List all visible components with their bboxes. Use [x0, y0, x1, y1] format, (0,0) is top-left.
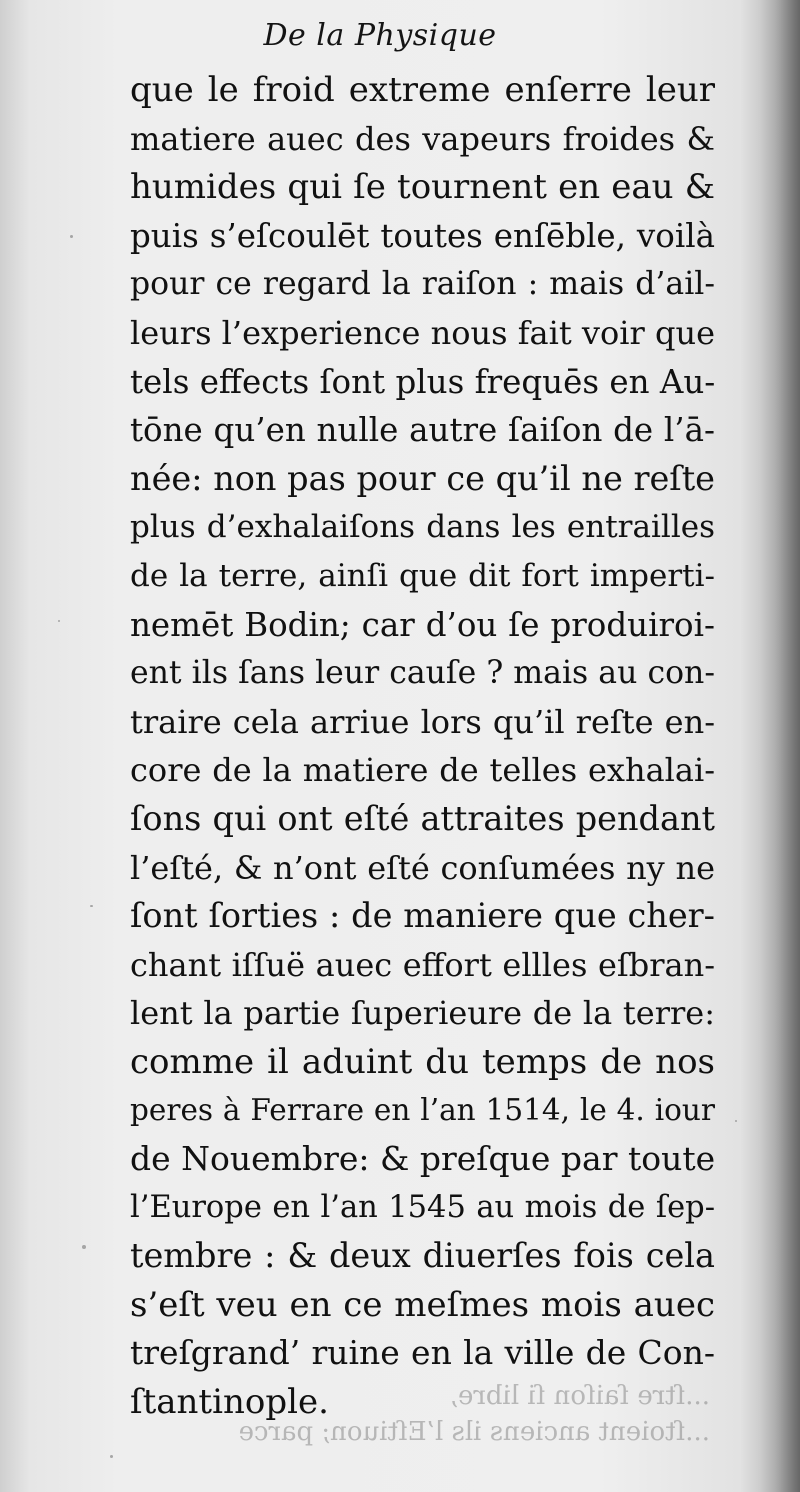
text-line: ſtantinople. — [130, 1382, 329, 1423]
text-line: humides qui ſe tournent en eau & — [130, 167, 715, 208]
text-line: lent la partie ſuperieure de la terre: — [130, 994, 715, 1033]
paper-speck — [70, 235, 73, 238]
text-line: tembre : & deux diuerſes fois cela — [130, 1236, 715, 1276]
bleed-through-line: ...ſtoient anciens ils l’Eſtiuon; parce — [238, 1417, 710, 1447]
text-line: pour ce regard la raiſon : mais d’ail- — [130, 266, 715, 303]
text-line: peres à Ferrare en l’an 1514, le 4. iour — [130, 1093, 715, 1128]
text-line: tels effects ſont plus frequēs en Au- — [130, 362, 716, 401]
running-head: De la Physique — [263, 18, 497, 53]
body-text — [130, 66, 715, 1427]
text-line: s’eſt veu en ce meſmes mois auec — [130, 1284, 715, 1325]
text-line: treſgrand’ ruine en la ville de Con- — [130, 1333, 715, 1373]
text-line: née: non pas pour ce qu’il ne reſte — [130, 458, 715, 498]
text-line: leurs l’experience nous fait voir que — [130, 313, 715, 352]
text-line: matiere auec des vapeurs froides & — [130, 119, 715, 158]
text-line: puis s’eſcoulēt toutes enſēble, voilà — [130, 216, 715, 255]
bleed-through-line: ...ſtre ſaiſon ſi libre, — [449, 1381, 710, 1411]
text-line: plus d’exhalaiſons dans les entrailles — [130, 509, 715, 546]
bleed-through-text — [238, 1378, 710, 1450]
text-line: core de la matiere de telles exhalai- — [130, 751, 715, 790]
text-line: comme il aduint du temps de nos — [130, 1041, 715, 1082]
paper-speck — [82, 1245, 86, 1249]
text-line: l’Europe en l’an 1545 au mois de ſep- — [130, 1189, 715, 1225]
text-line: l’eſté, & n’ont eſté conſumées ny ne — [130, 848, 715, 887]
paper-speck — [90, 905, 93, 907]
paper-speck — [735, 1120, 737, 1122]
text-line: que le froid extreme enſerre leur — [130, 70, 715, 110]
text-line: ſons qui ont eſté attraites pendant — [130, 798, 715, 838]
text-line: ſont ſorties : de maniere que cher- — [130, 896, 715, 936]
text-line: ent ils ſans leur cauſe ? mais au con- — [130, 655, 715, 692]
text-line: de la terre, ainſi que dit fort imperti- — [130, 557, 715, 594]
gutter-shadow — [760, 0, 800, 1492]
text-line: chant iſſuë auec effort ellles eſbran- — [130, 945, 715, 984]
text-line: nemēt Bodin; car d’ou ſe produiroi- — [130, 605, 715, 644]
text-line: tōne qu’en nulle autre ſaiſon de l’ā- — [130, 411, 715, 450]
paper-speck — [110, 1455, 113, 1458]
paper-speck — [58, 620, 60, 622]
text-line: traire cela arriue lors qu’il reſte en- — [130, 702, 715, 741]
text-line: de Nouembre: & preſque par toute — [130, 1139, 716, 1179]
